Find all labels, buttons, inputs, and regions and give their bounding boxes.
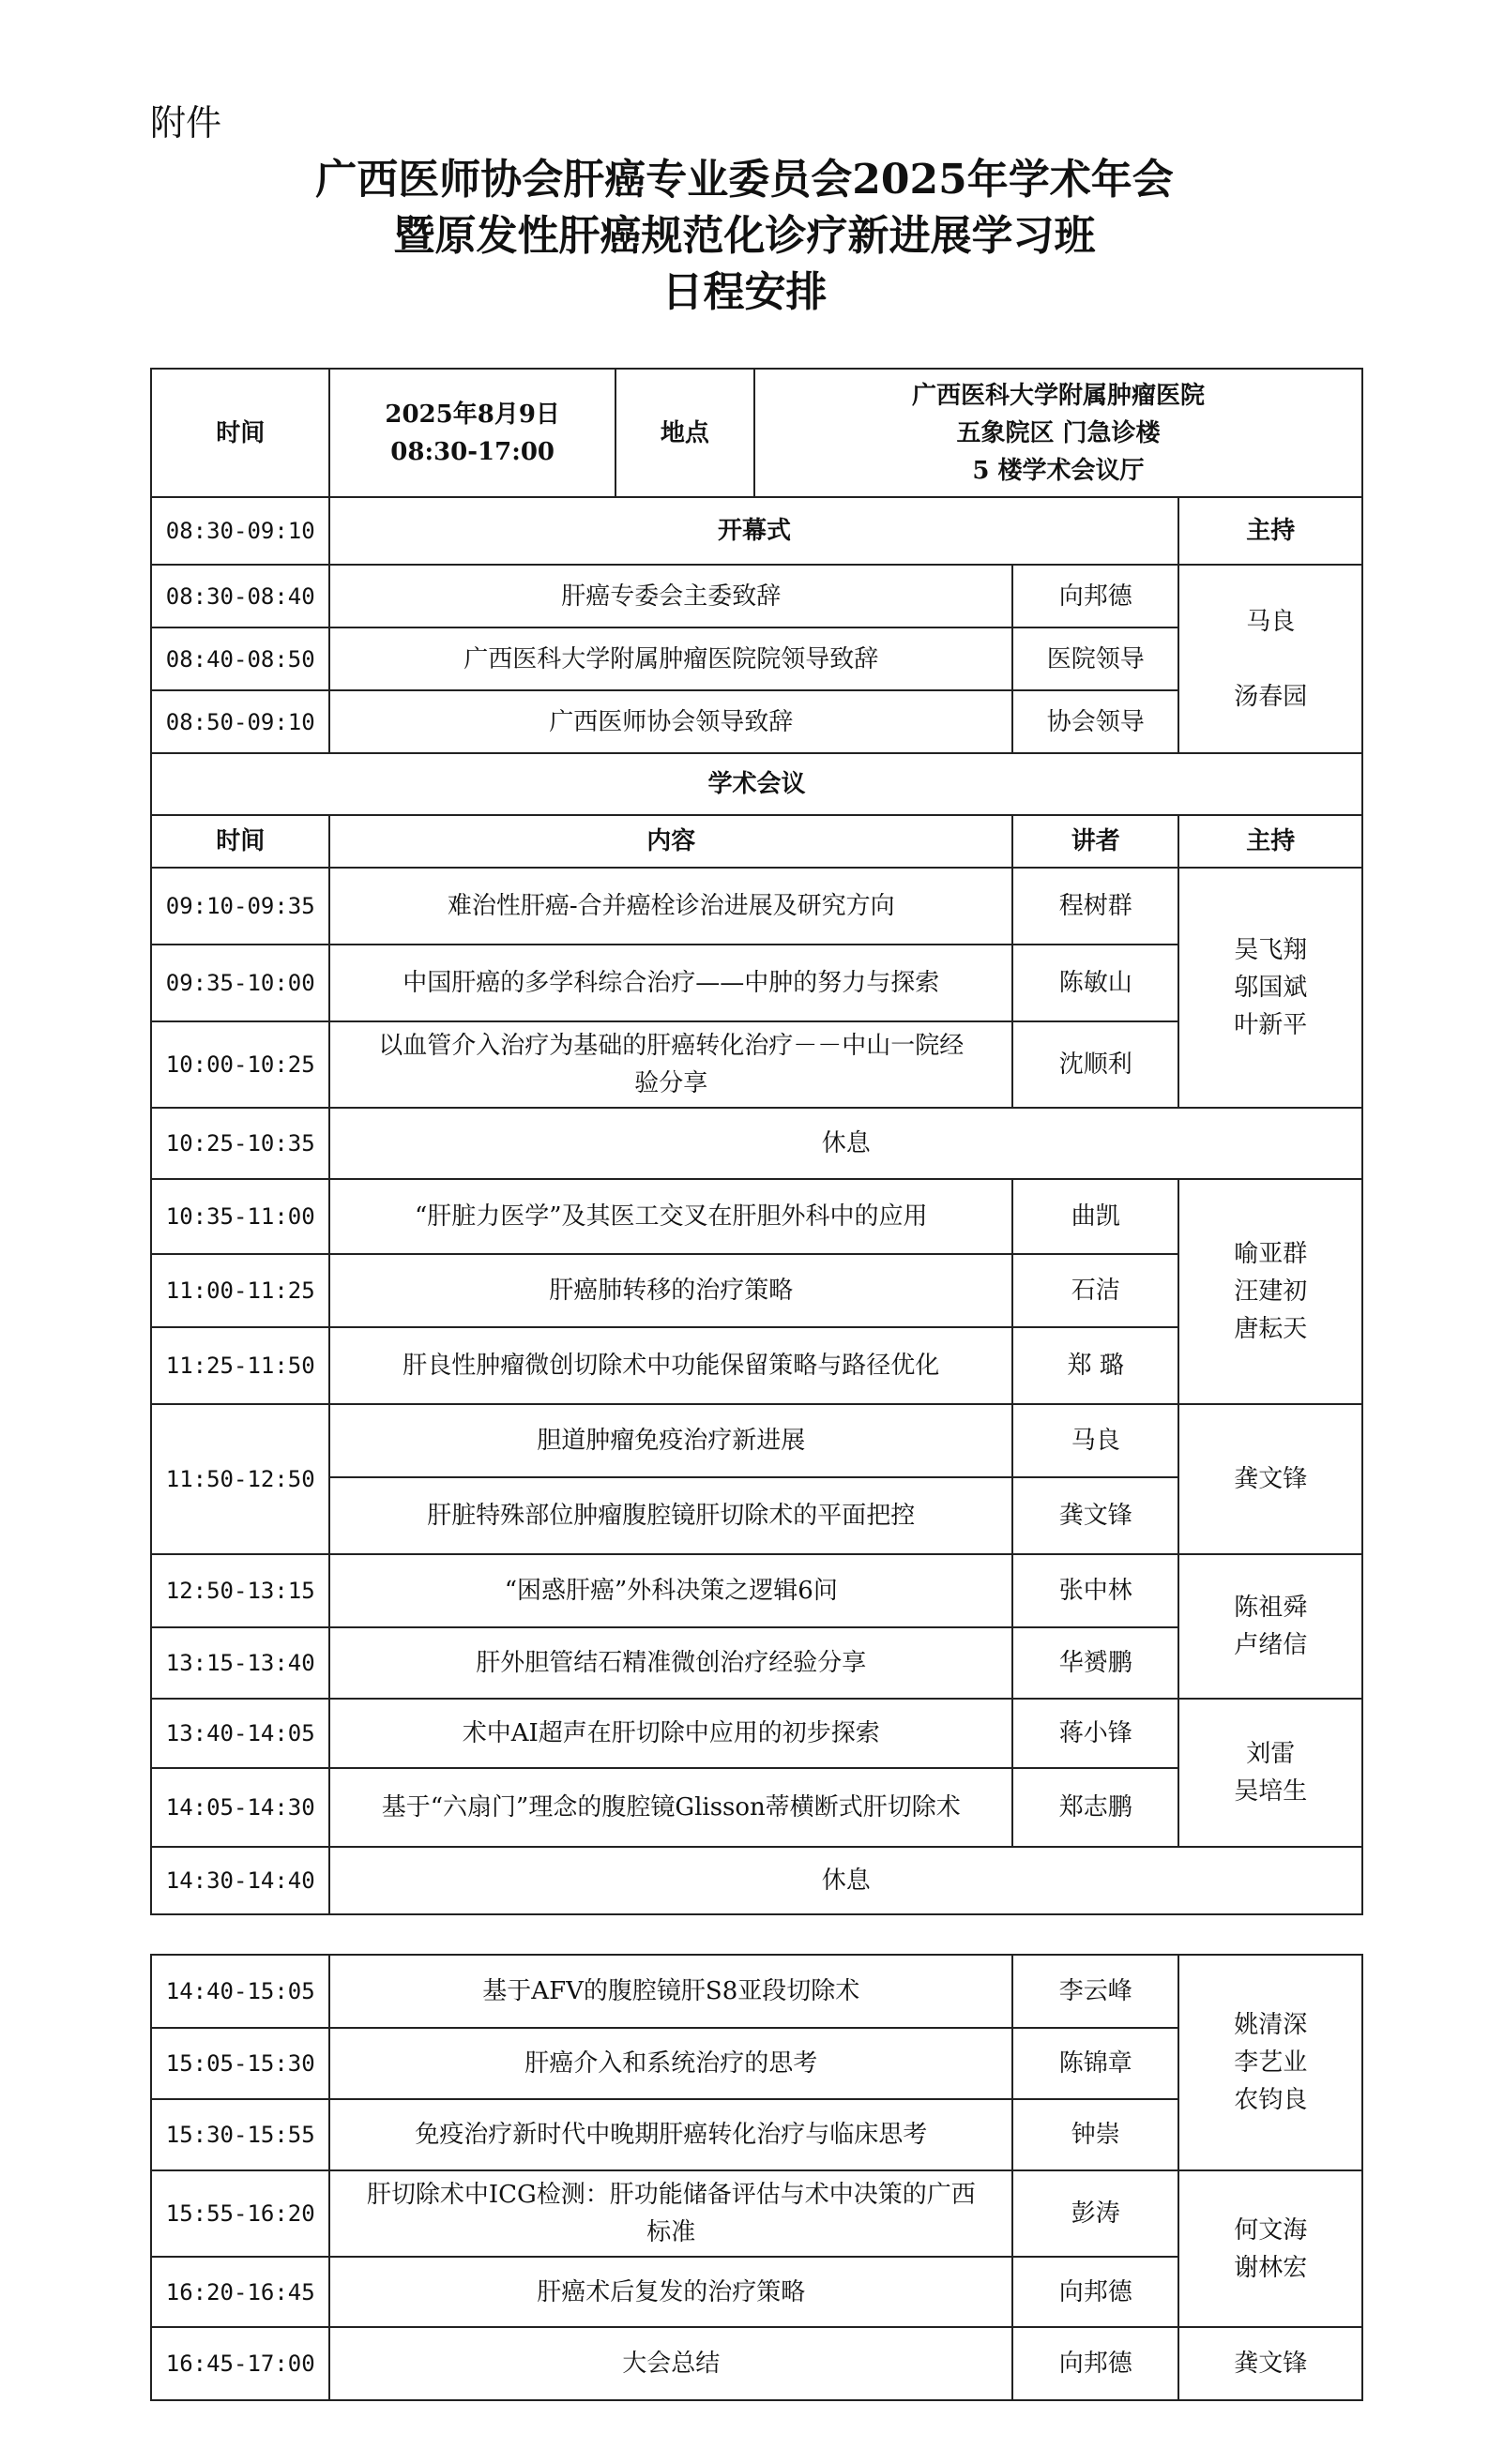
content-cell: 广西医师协会领导致辞 bbox=[329, 690, 1012, 753]
table-row bbox=[151, 868, 1362, 945]
speaker-cell: 马良 bbox=[1012, 1404, 1178, 1477]
content-cell: 胆道肿瘤免疫治疗新进展 bbox=[329, 1404, 1012, 1477]
table-row bbox=[151, 2327, 1362, 2400]
section-title: 学术会议 bbox=[151, 753, 1362, 815]
column-header-time: 时间 bbox=[151, 815, 329, 868]
speaker-cell: 曲凯 bbox=[1012, 1179, 1178, 1254]
break-row bbox=[151, 1847, 1362, 1914]
content-cell: 免疫治疗新时代中晚期肝癌转化治疗与临床思考 bbox=[329, 2099, 1012, 2170]
break-label: 休息 bbox=[329, 1108, 1362, 1179]
content-cell: 肝癌术后复发的治疗策略 bbox=[329, 2257, 1012, 2327]
table-row bbox=[151, 1179, 1362, 1254]
content-cell: 大会总结 bbox=[329, 2327, 1012, 2400]
time-cell: 13:40-14:05 bbox=[151, 1699, 329, 1768]
info-row bbox=[151, 369, 1362, 497]
time-cell: 10:35-11:00 bbox=[151, 1179, 329, 1254]
time-cell: 14:05-14:30 bbox=[151, 1768, 329, 1847]
place-label: 地点 bbox=[615, 369, 754, 497]
host-cell: 龚文锋 bbox=[1178, 2327, 1362, 2400]
table-row bbox=[151, 565, 1362, 627]
speaker-cell: 张中林 bbox=[1012, 1554, 1178, 1627]
time-cell: 09:35-10:00 bbox=[151, 945, 329, 1021]
speaker-cell: 医院领导 bbox=[1012, 627, 1178, 690]
host-cell: 何文海 谢林宏 bbox=[1178, 2170, 1362, 2327]
schedule-heading: 日程安排 bbox=[661, 268, 828, 316]
content-cell: 肝脏特殊部位肿瘤腹腔镜肝切除术的平面把控 bbox=[329, 1477, 1012, 1554]
time-cell: 15:30-15:55 bbox=[151, 2099, 329, 2170]
table-row bbox=[151, 2170, 1362, 2257]
host-cell: 马良 汤春园 bbox=[1178, 565, 1362, 753]
host-cell: 陈祖舜 卢绪信 bbox=[1178, 1554, 1362, 1699]
time-cell: 08:50-09:10 bbox=[151, 690, 329, 753]
speaker-cell: 郑 璐 bbox=[1012, 1327, 1178, 1404]
content-cell: 难治性肝癌-合并癌栓诊治进展及研究方向 bbox=[329, 868, 1012, 945]
time-cell: 14:30-14:40 bbox=[151, 1847, 329, 1914]
event-date: 2025年8月9日 08:30-17:00 bbox=[329, 369, 615, 497]
content-cell: “困惑肝癌”外科决策之逻辑6问 bbox=[329, 1554, 1012, 1627]
page-title: 广西医师协会肝癌专业委员会2025年学术年会 bbox=[315, 156, 1174, 204]
column-header-host: 主持 bbox=[1178, 815, 1362, 868]
speaker-cell: 沈顺利 bbox=[1012, 1021, 1178, 1108]
host-cell: 刘雷 吴培生 bbox=[1178, 1699, 1362, 1847]
content-cell: 基于“六扇门”理念的腹腔镜Glisson蒂横断式肝切除术 bbox=[329, 1768, 1012, 1847]
speaker-cell: 石洁 bbox=[1012, 1254, 1178, 1327]
content-cell: 以血管介入治疗为基础的肝癌转化治疗－－中山一院经 验分享 bbox=[329, 1021, 1012, 1108]
content-cell: 中国肝癌的多学科综合治疗——中肿的努力与探索 bbox=[329, 945, 1012, 1021]
time-cell: 09:10-09:35 bbox=[151, 868, 329, 945]
time-cell: 10:00-10:25 bbox=[151, 1021, 329, 1108]
content-cell: 肝外胆管结石精准微创治疗经验分享 bbox=[329, 1627, 1012, 1699]
speaker-cell: 协会领导 bbox=[1012, 690, 1178, 753]
column-header-speaker: 讲者 bbox=[1012, 815, 1178, 868]
opening-header-row bbox=[151, 497, 1362, 565]
break-row bbox=[151, 1108, 1362, 1179]
speaker-cell: 陈锦章 bbox=[1012, 2028, 1178, 2099]
schedule-table bbox=[150, 368, 1363, 1915]
speaker-cell: 向邦德 bbox=[1012, 2327, 1178, 2400]
table-row bbox=[151, 1699, 1362, 1768]
time-cell: 10:25-10:35 bbox=[151, 1108, 329, 1179]
host-cell: 吴飞翔 邬国斌 叶新平 bbox=[1178, 868, 1362, 1108]
time-label: 时间 bbox=[151, 369, 329, 497]
time-cell: 13:15-13:40 bbox=[151, 1627, 329, 1699]
time-cell: 16:20-16:45 bbox=[151, 2257, 329, 2327]
table-row bbox=[151, 1955, 1362, 2028]
content-cell: 肝癌肺转移的治疗策略 bbox=[329, 1254, 1012, 1327]
time-cell: 15:05-15:30 bbox=[151, 2028, 329, 2099]
event-place: 广西医科大学附属肿瘤医院 五象院区 门急诊楼 5 楼学术会议厅 bbox=[754, 369, 1362, 497]
host-cell: 姚清深 李艺业 农钧良 bbox=[1178, 1955, 1362, 2170]
time-cell: 14:40-15:05 bbox=[151, 1955, 329, 2028]
speaker-cell: 彭涛 bbox=[1012, 2170, 1178, 2257]
time-cell: 15:55-16:20 bbox=[151, 2170, 329, 2257]
table-row bbox=[151, 1404, 1362, 1477]
time-cell: 11:50-12:50 bbox=[151, 1404, 329, 1554]
content-cell: 肝切除术中ICG检测：肝功能储备评估与术中决策的广西 标准 bbox=[329, 2170, 1012, 2257]
speaker-cell: 郑志鹏 bbox=[1012, 1768, 1178, 1847]
speaker-cell: 华赟鹏 bbox=[1012, 1627, 1178, 1699]
content-cell: 肝癌专委会主委致辞 bbox=[329, 565, 1012, 627]
time-cell: 08:30-08:40 bbox=[151, 565, 329, 627]
content-cell: “肝脏力医学”及其医工交叉在肝胆外科中的应用 bbox=[329, 1179, 1012, 1254]
column-header-content: 内容 bbox=[329, 815, 1012, 868]
page-subtitle: 暨原发性肝癌规范化诊疗新进展学习班 bbox=[393, 212, 1096, 260]
opening-title: 开幕式 bbox=[329, 497, 1178, 565]
content-cell: 肝癌介入和系统治疗的思考 bbox=[329, 2028, 1012, 2099]
time-cell: 11:25-11:50 bbox=[151, 1327, 329, 1404]
time-cell: 12:50-13:15 bbox=[151, 1554, 329, 1627]
content-cell: 肝良性肿瘤微创切除术中功能保留策略与路径优化 bbox=[329, 1327, 1012, 1404]
host-cell: 龚文锋 bbox=[1178, 1404, 1362, 1554]
speaker-cell: 陈敏山 bbox=[1012, 945, 1178, 1021]
speaker-cell: 李云峰 bbox=[1012, 1955, 1178, 2028]
host-label: 主持 bbox=[1178, 497, 1362, 565]
speaker-cell: 钟崇 bbox=[1012, 2099, 1178, 2170]
content-cell: 广西医科大学附属肿瘤医院院领导致辞 bbox=[329, 627, 1012, 690]
time-cell: 11:00-11:25 bbox=[151, 1254, 329, 1327]
time-cell: 08:30-09:10 bbox=[151, 497, 329, 565]
content-cell: 基于AFV的腹腔镜肝S8亚段切除术 bbox=[329, 1955, 1012, 2028]
time-cell: 16:45-17:00 bbox=[151, 2327, 329, 2400]
time-cell: 08:40-08:50 bbox=[151, 627, 329, 690]
column-header-row bbox=[151, 815, 1362, 868]
table-row bbox=[151, 1554, 1362, 1627]
host-cell: 喻亚群 汪建初 唐耘天 bbox=[1178, 1179, 1362, 1404]
speaker-cell: 向邦德 bbox=[1012, 2257, 1178, 2327]
content-cell: 术中AI超声在肝切除中应用的初步探索 bbox=[329, 1699, 1012, 1768]
break-label: 休息 bbox=[329, 1847, 1362, 1914]
speaker-cell: 程树群 bbox=[1012, 868, 1178, 945]
section-row bbox=[151, 753, 1362, 815]
speaker-cell: 向邦德 bbox=[1012, 565, 1178, 627]
schedule-table-continued bbox=[150, 1954, 1363, 2401]
speaker-cell: 蒋小锋 bbox=[1012, 1699, 1178, 1768]
attachment-label: 附件 bbox=[150, 102, 222, 144]
speaker-cell: 龚文锋 bbox=[1012, 1477, 1178, 1554]
